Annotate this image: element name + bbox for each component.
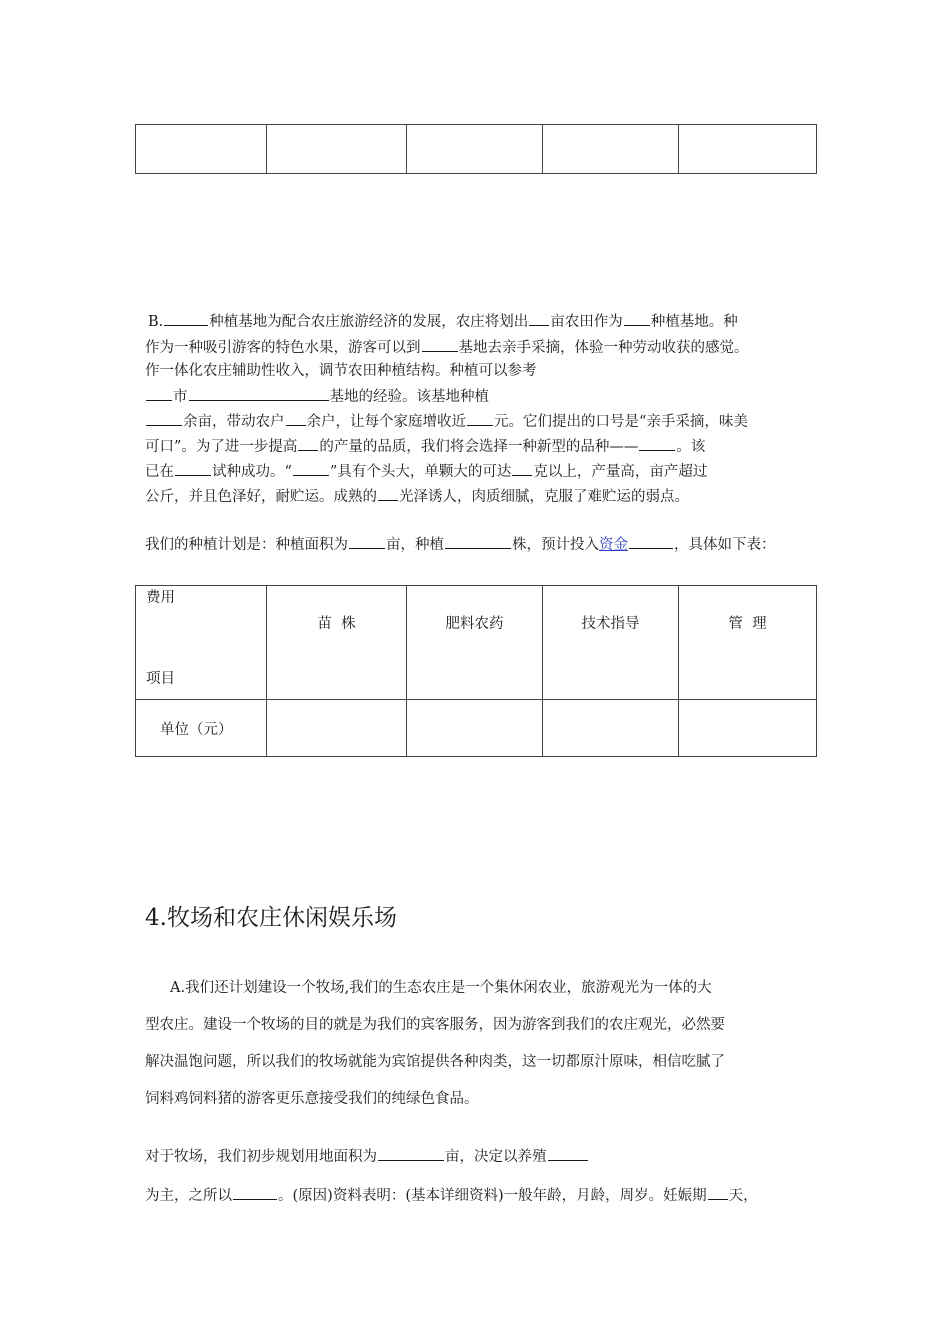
section-b-line-3: 作一体化农庄辅助性收入，调节农田种植结构。种植可以参考 <box>145 363 537 379</box>
fill-blank <box>467 410 493 426</box>
fill-blank <box>146 410 182 426</box>
top-empty-table <box>135 124 817 174</box>
header-bottom-label: 项目 <box>146 671 175 687</box>
fill-blank <box>422 336 458 352</box>
fill-blank <box>146 385 172 401</box>
row-label: 单位（元） <box>136 700 267 757</box>
table-cell <box>679 700 817 757</box>
section-b-line-5: 余亩，带动农户 余户，让每个家庭增收近 元。它们提出的口号是“亲手采摘，味美 <box>145 410 748 432</box>
fill-blank <box>529 310 549 326</box>
fill-blank <box>286 410 306 426</box>
section-b-line-8: 公斤，并且色泽好，耐贮运。成熟的 光泽诱人，肉质细腻，克服了难贮运的弱点。 <box>145 485 689 507</box>
section-b-line-4: 市 基地的经验。该基地种植 <box>145 385 489 407</box>
funds-link[interactable]: 资金 <box>599 537 628 553</box>
fill-blank <box>624 310 650 326</box>
table-cell <box>407 700 543 757</box>
fill-blank <box>298 435 318 451</box>
fill-blank <box>349 533 385 549</box>
section-4-para-line-1: A.我们还计划建设一个牧场,我们的生态农庄是一个集休闲农业，旅游观光为一体的大 <box>170 980 712 996</box>
column-header: 管 理 <box>679 586 817 700</box>
fill-blank <box>445 533 511 549</box>
column-header: 技术指导 <box>543 586 679 700</box>
section-4-heading: 4.牧场和农庄休闲娱乐场 <box>145 905 397 931</box>
section-b-line-1: B. 种植基地为配合农庄旅游经济的发展，农庄将划出 亩农田作为 种植基地。种 <box>148 310 738 332</box>
column-header: 肥料农药 <box>407 586 543 700</box>
fill-blank <box>164 310 208 326</box>
table-cell <box>267 700 407 757</box>
fill-blank <box>548 1145 588 1161</box>
table-cell <box>543 700 679 757</box>
ranch-line-2: 为主，之所以 。(原因)资料表明：(基本详细资料)一般年龄，月龄，周岁。妊娠期 天， <box>145 1184 758 1206</box>
table-cell <box>679 125 817 174</box>
table-cell <box>267 125 407 174</box>
section-4-para-line-4: 饲料鸡饲料猪的游客更乐意接受我们的纯绿色食品。 <box>145 1091 479 1107</box>
cost-table <box>135 585 817 757</box>
section-b-line-7: 已在 试种成功。“ ”具有个头大，单颗大的可达 克以上，产量高，亩产超过 <box>145 460 707 482</box>
section-b-line-6: 可口”。为了进一步提高 的产量的品质，我们将会选择一种新型的品种—— 。该 <box>145 435 705 457</box>
fill-blank <box>512 460 532 476</box>
table-header-corner <box>136 586 267 700</box>
fill-blank <box>378 485 398 501</box>
section-b-line-2: 作为一种吸引游客的特色水果，游客可以到 基地去亲手采摘，体验一种劳动收获的感觉。 <box>145 336 749 358</box>
fill-blank <box>233 1184 277 1200</box>
fill-blank <box>293 460 329 476</box>
fill-blank <box>189 385 329 401</box>
fill-blank <box>378 1145 444 1161</box>
column-header: 苗 株 <box>267 586 407 700</box>
table-cell <box>543 125 679 174</box>
section-4-para-line-3: 解决温饱问题，所以我们的牧场就能为宾馆提供各种肉类，这一切都原汁原味，相信吃腻了 <box>145 1054 725 1070</box>
table-cell <box>407 125 543 174</box>
header-top-label: 费用 <box>146 590 175 606</box>
fill-blank <box>629 533 673 549</box>
table-cell <box>136 125 267 174</box>
planting-plan-line: 我们的种植计划是：种植面积为 亩，种植 株，预计投入资金 ，具体如下表： <box>145 533 776 555</box>
fill-blank <box>639 435 675 451</box>
fill-blank <box>175 460 211 476</box>
section-4-para-line-2: 型农庄。建设一个牧场的目的就是为我们的宾客服务，因为游客到我们的农庄观光，必然要 <box>145 1017 725 1033</box>
fill-blank <box>708 1184 728 1200</box>
ranch-line-1: 对于牧场，我们初步规划用地面积为 亩，决定以养殖 <box>145 1145 589 1167</box>
